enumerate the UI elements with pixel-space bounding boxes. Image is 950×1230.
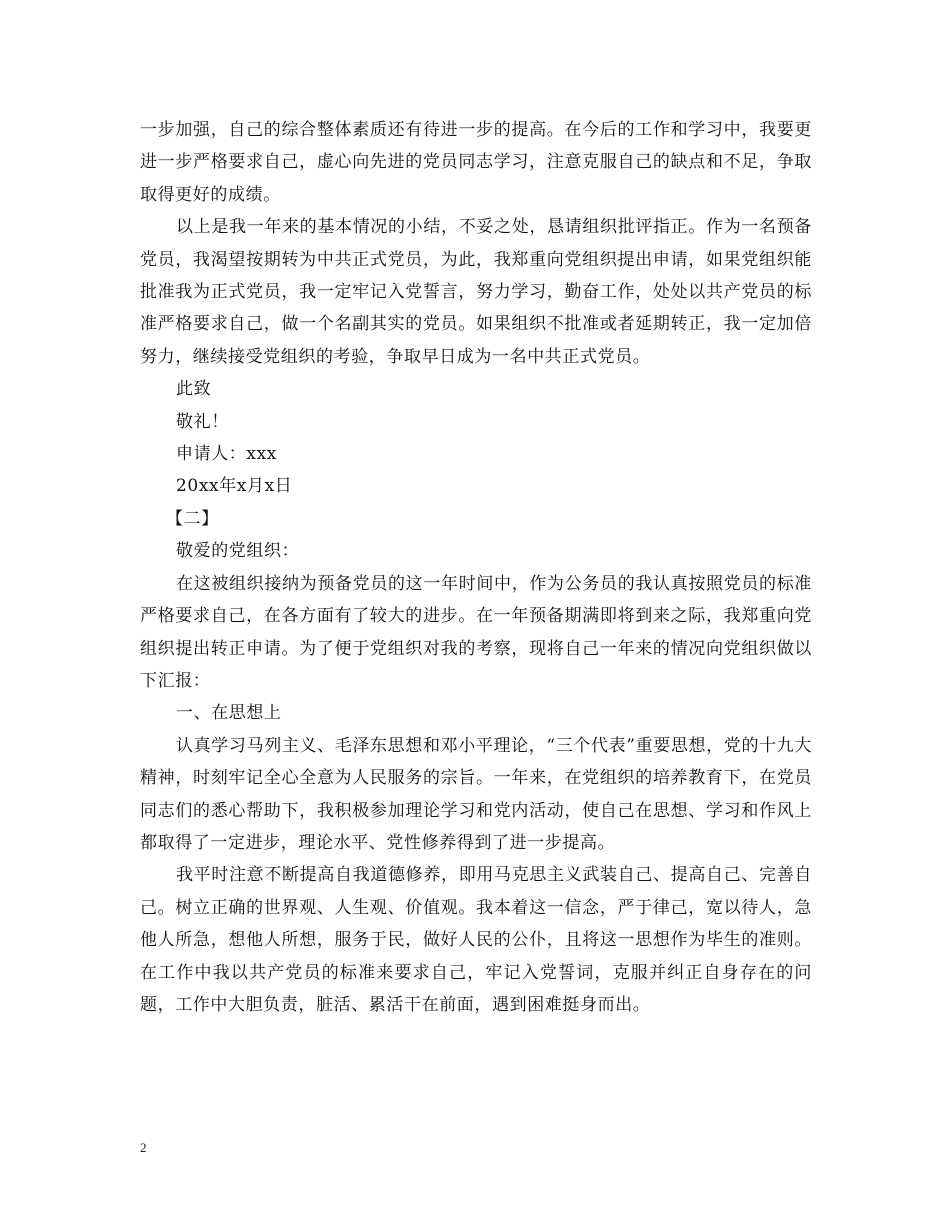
section-heading-thought: 一、在思想上 (176, 703, 282, 724)
section-marker: 【二】 (166, 508, 219, 529)
paragraph-continuation: 一步加强，自己的综合整体素质还有待进一步的提高。在今后的工作和学习中，我要更进一步严格要求自己，虚心向先进的党员同志学习，注意克服自己的缺点和不足，争取取得更好的成绩。 (140, 120, 812, 205)
paragraph-theory-study: 认真学习马列主义、毛泽东思想和邓小平理论，“三个代表”重要思想，党的十九大精神，时刻牢记全心全意为人民服务的宗旨。一年来，在党组织的培养教育下，在党员同志们的悉心帮助下，我积极参加理论学习和党内活动，使自己在思想、学习和作风上都取得了一定进步，理论水平、党性修养得到了进一步提高。 (140, 735, 812, 853)
paragraph-summary: 以上是我一年来的基本情况的小结，不妥之处，恳请组织批评指正。作为一名预备党员，我渴望按期转为中共正式党员，为此，我郑重向党组织提出申请，如果党组织能批准我为正式党员，我一定牢记入党誓言，努力学习，勤奋工作，处处以共产党员的标准严格要求自己，做一个名副其实的党员。如果组织不批准或者延期转正，我一定加倍努力，继续接受党组织的考验，争取早日成为一名中共正式党员。 (140, 217, 812, 367)
greeting: 敬爱的党组织： (176, 541, 300, 562)
date-line: 20xx年x月x日 (176, 476, 293, 497)
document-body (140, 114, 812, 1021)
paragraph-moral-cultivation: 我平时注意不断提高自我道德修养，即用马克思主义武装自己、提高自己、完善自己。树立正确的世界观、人生观、价值观。我本着这一信念，严于律己，宽以待人，急他人所急，想他人所想，服务于民，做好人民的公仆，且将这一思想作为毕生的准则。在工作中我以共产党员的标准来要求自己，牢记入党誓词，克服并纠正自身存在的问题，工作中大胆负责，脏活、累活干在前面，遇到困难挺身而出。 (140, 865, 812, 1015)
applicant-line: 申请人：xxx (176, 444, 277, 465)
closing-salute-1: 此致 (176, 379, 212, 400)
page-number: 2 (140, 1140, 147, 1155)
closing-salute-2: 敬礼！ (176, 411, 229, 432)
paragraph-intro: 在这被组织接纳为预备党员的这一年时间中，作为公务员的我认真按照党员的标准严格要求自己，在各方面有了较大的进步。在一年预备期满即将到来之际，我郑重向党组织提出转正申请。为了便于党组织对我的考察，现将自己一年来的情况向党组织做以下汇报： (140, 573, 812, 691)
